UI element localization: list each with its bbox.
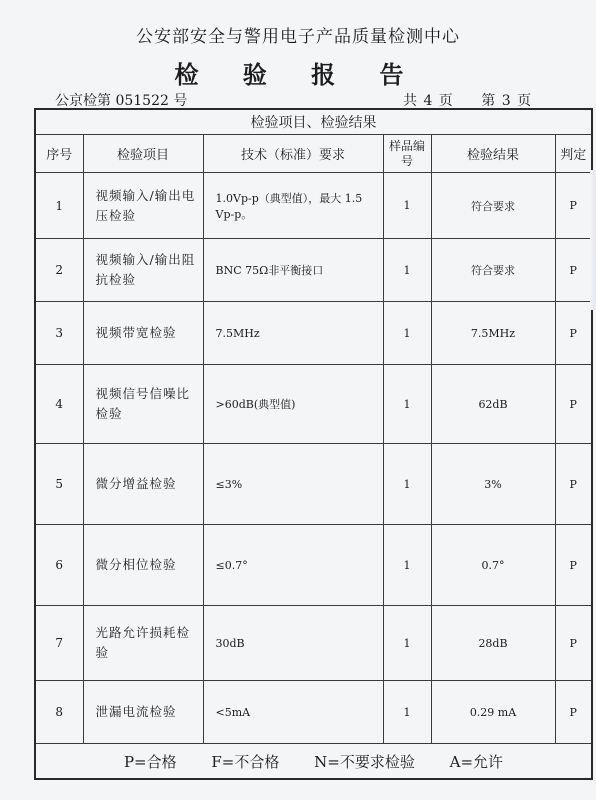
legend-fail: F=不合格 bbox=[211, 752, 280, 771]
row-seq: 4 bbox=[35, 365, 83, 444]
total-pages: 共 4 页 bbox=[403, 93, 454, 109]
row-item: 视频输入/输出电压检验 bbox=[83, 173, 203, 239]
row-verdict: P bbox=[555, 606, 592, 681]
table-row bbox=[35, 681, 592, 744]
row-sample: 1 bbox=[383, 173, 431, 239]
row-verdict: P bbox=[555, 302, 592, 365]
org-name: 公安部安全与警用电子产品质量检测中心 bbox=[136, 27, 460, 47]
legend-allow: A=允许 bbox=[449, 752, 504, 771]
row-sample: 1 bbox=[383, 302, 431, 365]
row-seq: 8 bbox=[35, 681, 83, 744]
row-seq: 5 bbox=[35, 444, 83, 525]
page-number: 第 3 页 bbox=[481, 93, 533, 109]
section-title: 检验项目、检验结果 bbox=[35, 109, 592, 135]
row-req: <5mA bbox=[203, 681, 383, 744]
table-row bbox=[35, 525, 592, 606]
row-result: 符合要求 bbox=[431, 239, 555, 302]
row-verdict: P bbox=[555, 173, 592, 239]
row-seq: 3 bbox=[35, 302, 83, 365]
legend bbox=[35, 744, 592, 780]
row-item: 视频信号信噪比检验 bbox=[83, 365, 203, 444]
row-item: 视频带宽检验 bbox=[83, 302, 203, 365]
col-header-req: 技术（标准）要求 bbox=[203, 135, 383, 173]
col-header-sample: 样品编号 bbox=[383, 135, 431, 173]
row-sample: 1 bbox=[383, 525, 431, 606]
table-row bbox=[35, 606, 592, 681]
header-row bbox=[35, 135, 592, 173]
row-result: 0.7° bbox=[431, 525, 555, 606]
page-edge-shadow bbox=[590, 170, 596, 310]
row-req: ≤0.7° bbox=[203, 525, 383, 606]
row-req: >60dB(典型值) bbox=[203, 365, 383, 444]
col-header-result: 检验结果 bbox=[431, 135, 555, 173]
row-req: 1.0Vp-p（典型值），最大 1.5 Vp-p。 bbox=[203, 173, 383, 239]
row-sample: 1 bbox=[383, 606, 431, 681]
row-result: 7.5MHz bbox=[431, 302, 555, 365]
page-info bbox=[403, 90, 532, 110]
row-verdict: P bbox=[555, 525, 592, 606]
row-seq: 2 bbox=[35, 239, 83, 302]
doc-title: 检 验 报 告 bbox=[174, 60, 422, 89]
table-row bbox=[35, 444, 592, 525]
row-result: 62dB bbox=[431, 365, 555, 444]
row-item: 视频输入/输出阻抗检验 bbox=[83, 239, 203, 302]
table-row bbox=[35, 302, 592, 365]
row-verdict: P bbox=[555, 444, 592, 525]
row-req: BNC 75Ω非平衡接口 bbox=[203, 239, 383, 302]
col-header-item: 检验项目 bbox=[83, 135, 203, 173]
row-item: 微分增益检验 bbox=[83, 444, 203, 525]
row-item: 微分相位检验 bbox=[83, 525, 203, 606]
row-item: 光路允许损耗检验 bbox=[83, 606, 203, 681]
table-row bbox=[35, 173, 592, 239]
legend-pass: P=合格 bbox=[123, 752, 177, 771]
row-req: 30dB bbox=[203, 606, 383, 681]
row-sample: 1 bbox=[383, 444, 431, 525]
col-header-verdict: 判定 bbox=[555, 135, 592, 173]
table-row bbox=[35, 239, 592, 302]
row-result: 符合要求 bbox=[431, 173, 555, 239]
row-verdict: P bbox=[555, 365, 592, 444]
row-req: 7.5MHz bbox=[203, 302, 383, 365]
legend-na: N=不要求检验 bbox=[314, 752, 415, 771]
row-result: 3% bbox=[431, 444, 555, 525]
report-number: 公京检第 051522 号 bbox=[55, 93, 188, 109]
row-sample: 1 bbox=[383, 365, 431, 444]
row-seq: 1 bbox=[35, 173, 83, 239]
col-header-seq: 序号 bbox=[35, 135, 83, 173]
row-req: ≤3% bbox=[203, 444, 383, 525]
row-result: 28dB bbox=[431, 606, 555, 681]
row-seq: 6 bbox=[35, 525, 83, 606]
table-row bbox=[35, 365, 592, 444]
row-verdict: P bbox=[555, 239, 592, 302]
row-item: 泄漏电流检验 bbox=[83, 681, 203, 744]
row-sample: 1 bbox=[383, 681, 431, 744]
row-seq: 7 bbox=[35, 606, 83, 681]
row-sample: 1 bbox=[383, 239, 431, 302]
row-verdict: P bbox=[555, 681, 592, 744]
row-result: 0.29 mA bbox=[431, 681, 555, 744]
results-table bbox=[34, 108, 593, 780]
